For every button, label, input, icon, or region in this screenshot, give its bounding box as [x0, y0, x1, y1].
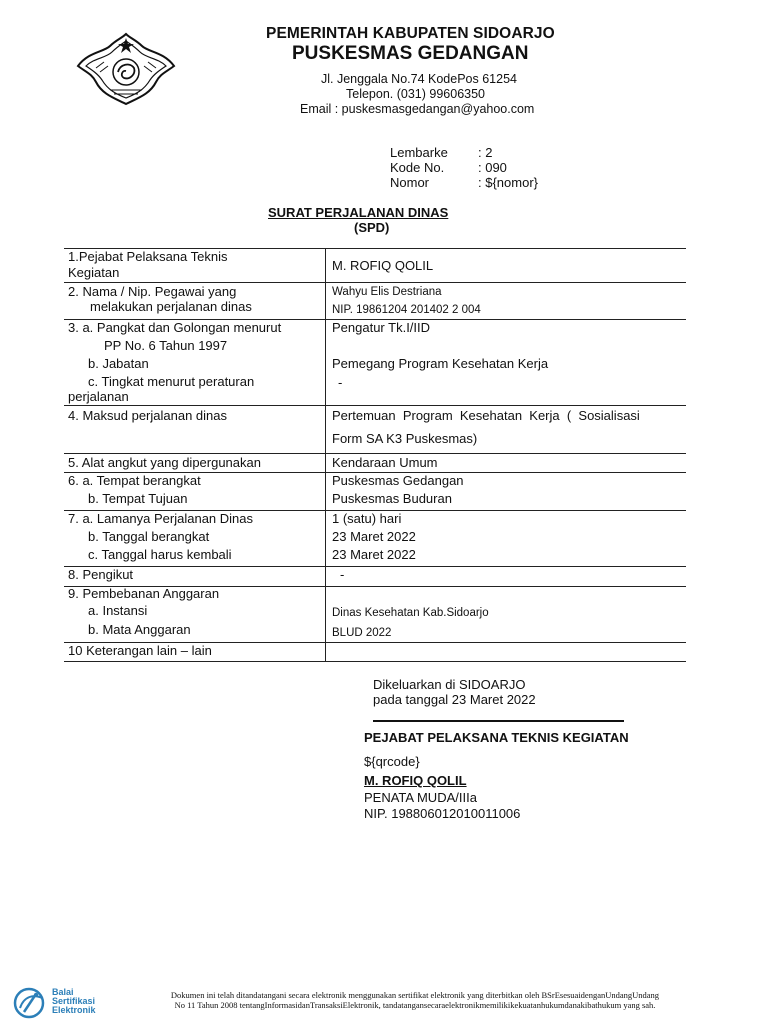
address: Jl. Jenggala No.74 KodePos 61254: [321, 72, 517, 86]
row2-value-name: Wahyu Elis Destriana: [332, 286, 442, 298]
row3-value-a: Pengatur Tk.I/IID: [332, 320, 431, 335]
row3-value-b: Pemegang Program Kesehatan Kerja: [332, 356, 549, 371]
row8-label: 8. Pengikut: [68, 567, 134, 582]
row9-label-a: 9. Pembebanan Anggaran: [68, 586, 220, 601]
row7-label-c: c. Tanggal harus kembali: [88, 547, 232, 562]
row5-value: Kendaraan Umum: [332, 455, 438, 470]
footer-line: No 11 Tahun 2008 tentangInformasidanTransaksiElektronik, tandatangansecaraelektronikmemilikikekuatanhukumdanakibathukum yang sah.: [174, 1000, 656, 1010]
row6-label-a: 6. a. Tempat berangkat: [68, 473, 201, 488]
row6-label-b: b. Tempat Tujuan: [88, 491, 188, 506]
bsre-label-line: Balai: [52, 987, 74, 997]
footer-disclaimer: [124, 990, 706, 1010]
footer-line: Dokumen ini telah ditandatangani secara elektronik menggunakan sertifikat elektronik yang diterbitkan oleh BSrEsesuaidenganUndangUndang: [170, 990, 660, 1000]
signatory-name: M. ROFIQ QOLIL: [364, 773, 467, 788]
row2-label-b: melakukan perjalanan dinas: [90, 299, 252, 314]
sidoarjo-emblem-icon: [74, 28, 178, 108]
signature-separator: [373, 720, 624, 722]
row7-value-b: 23 Maret 2022: [332, 529, 416, 544]
phone: Telepon. (031) 99606350: [346, 87, 486, 101]
row7-label-b: b. Tanggal berangkat: [88, 529, 210, 544]
meta-value: : 2: [478, 145, 493, 160]
row8-value: -: [340, 567, 345, 582]
row3-label-e: perjalanan: [68, 389, 129, 404]
row9-label-c: b. Mata Anggaran: [88, 622, 191, 637]
row7-label-a: 7. a. Lamanya Perjalanan Dinas: [68, 511, 254, 526]
row3-label-b: PP No. 6 Tahun 1997: [104, 338, 228, 353]
meta-value: : ${nomor}: [478, 175, 538, 190]
meta-label: Nomor: [390, 175, 430, 190]
table-rule: [64, 282, 686, 283]
row9-value-c: BLUD 2022: [332, 627, 392, 639]
meta-label: Kode No.: [390, 160, 445, 175]
institution-name: PUSKESMAS GEDANGAN: [292, 43, 529, 64]
row2-value-nip: NIP. 19861204 201402 2 004: [332, 304, 481, 316]
bsre-label-line: Elektronik: [52, 1005, 96, 1015]
government-name: PEMERINTAH KABUPATEN SIDOARJO: [266, 25, 555, 42]
row4-label: 4. Maksud perjalanan dinas: [68, 408, 227, 423]
signatory-title: PEJABAT PELAKSANA TEKNIS KEGIATAN: [364, 730, 629, 745]
signatory-rank: PENATA MUDA/IIIa: [364, 790, 477, 805]
issued-date: pada tanggal 23 Maret 2022: [373, 692, 536, 707]
table-rule: [64, 661, 686, 662]
signatory-nip: NIP. 198806012010011006: [364, 806, 521, 821]
meta-label: Lembarke: [390, 145, 448, 160]
row6-value-b: Puskesmas Buduran: [332, 491, 452, 506]
document-title: SURAT PERJALANAN DINAS: [268, 205, 449, 220]
row6-value-a: Puskesmas Gedangan: [332, 473, 464, 488]
table-rule: [64, 405, 686, 406]
row9-label-b: a. Instansi: [88, 603, 148, 618]
row2-label-a: 2. Nama / Nip. Pegawai yang: [68, 284, 237, 299]
table-rule: [64, 566, 686, 567]
table-column-divider: [325, 248, 326, 661]
document-subtitle: (SPD): [354, 220, 390, 235]
meta-value: : 090: [478, 160, 507, 175]
row1-label-b: Kegiatan: [68, 265, 120, 280]
row1-label-a: 1.Pejabat Pelaksana Teknis: [68, 249, 228, 264]
row5-label: 5. Alat angkut yang dipergunakan: [68, 455, 261, 470]
bsre-label: [52, 988, 96, 1015]
row3-label-c: b. Jabatan: [88, 356, 149, 371]
qrcode-placeholder: ${qrcode}: [364, 754, 420, 769]
row3-label-a: 3. a. Pangkat dan Golongan menurut: [68, 320, 282, 335]
row3-value-c: -: [338, 375, 343, 390]
row4-value-b: Form SA K3 Puskesmas): [332, 431, 478, 446]
bsre-logo-icon: [12, 986, 48, 1020]
bsre-label-line: Sertifikasi: [52, 996, 96, 1006]
table-rule: [64, 453, 686, 454]
row7-value-a: 1 (satu) hari: [332, 511, 402, 526]
row7-value-c: 23 Maret 2022: [332, 547, 416, 562]
meta-kode: [390, 160, 507, 175]
issued-place: Dikeluarkan di SIDOARJO: [373, 677, 526, 692]
row3-label-d: c. Tingkat menurut peraturan: [88, 374, 255, 389]
email: Email : puskesmasgedangan@yahoo.com: [300, 102, 535, 116]
row4-value-a: Pertemuan Program Kesehatan Kerja ( Sosialisasi: [332, 408, 640, 423]
row10-label: 10 Keterangan lain – lain: [68, 643, 212, 658]
meta-nomor: [390, 175, 538, 190]
row1-value: M. ROFIQ QOLIL: [332, 258, 434, 273]
meta-lembar: [390, 145, 492, 160]
row9-value-b: Dinas Kesehatan Kab.Sidoarjo: [332, 607, 489, 619]
